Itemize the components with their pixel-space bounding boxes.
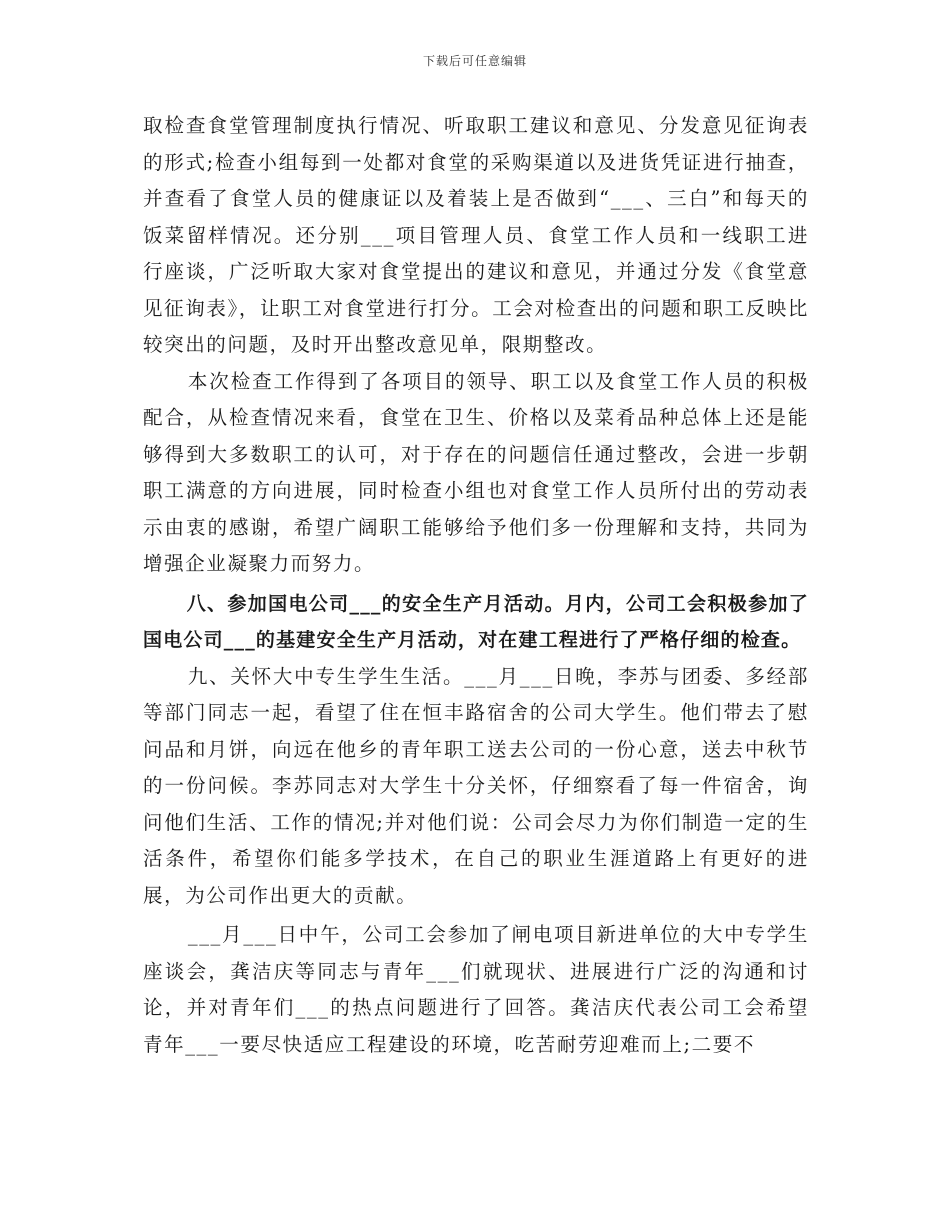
document-body (143, 108, 809, 1063)
page-header: 下载后可任意编辑 (422, 54, 527, 68)
paragraph-student-forum: ___月___日中午，公司工会参加了闸电项目新进单位的大中专学生座谈会，龚洁庆等同志与青年___们就现状、进展进行广泛的沟通和讨论，并对青年们___的热点问题进行了回答。龚洁庆代表公司工会希望青年___一要尽快适应工程建设的环境，吃苦耐劳迎难而上;二要不 (143, 923, 809, 1056)
paragraph-section-nine: 九、关怀大中专生学生生活。___月___日晚，李苏与团委、多经部等部门同志一起，看望了住在恒丰路宿舍的公司大学生。他们带去了慰问品和月饼，向远在他乡的青年职工送去公司的一份心意，送去中秋节的一份问候。李苏同志对大学生十分关怀，仔细察看了每一件宿舍，询问他们生活、工作的情况;并对他们说：公司会尽力为你们制造一定的生活条件，希望你们能多学技术，在自己的职业生涯道路上有更好的进展，为公司作出更大的贡献。 (143, 664, 809, 907)
paragraph-canteen-inspection: 取检查食堂管理制度执行情况、听取职工建议和意见、分发意见征询表的形式;检查小组每到一处都对食堂的采购渠道以及进货凭证进行抽查，并查看了食堂人员的健康证以及着装上是否做到“___、三白”和每天的饭菜留样情况。还分别___项目管理人员、食堂工作人员和一线职工进行座谈，广泛听取大家对食堂提出的建议和意见，并通过分发《食堂意见征询表》，让职工对食堂进行打分。工会对检查出的问题和职工反映比较突出的问题，及时开出整改意见单，限期整改。 (143, 114, 809, 356)
paragraph-inspection-result: 本次检查工作得到了各项目的领导、职工以及食堂工作人员的积极配合，从检查情况来看，食堂在卫生、价格以及菜肴品种总体上还是能够得到大多数职工的认可，对于存在的问题信任通过整改，会进一步朝职工满意的方向进展，同时检查小组也对食堂工作人员所付出的劳动表示由衷的感谢，希望广阔职工能够给予他们多一份理解和支持，共同为增强企业凝聚力而努力。 (143, 369, 809, 575)
paragraph-section-eight: 八、参加国电公司___的安全生产月活动。月内，公司工会积极参加了国电公司___的基建安全生产月活动，对在建工程进行了严格仔细的检查。 (143, 592, 809, 651)
